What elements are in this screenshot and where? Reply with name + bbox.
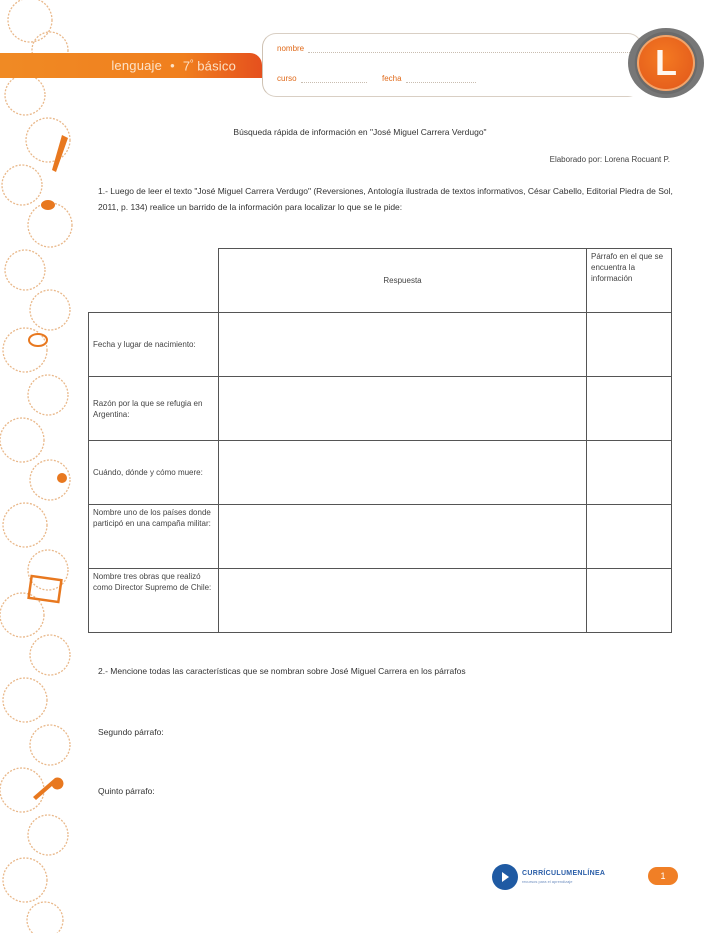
- decorative-swirl-border: [0, 0, 80, 933]
- name-line[interactable]: [308, 45, 648, 53]
- answer-cell[interactable]: [219, 505, 587, 569]
- answer-cell[interactable]: [219, 569, 587, 633]
- row-prompt: Nombre uno de los países donde participó en una campaña militar:: [89, 505, 219, 569]
- author-credit: Elaborado por: Lorena Rocuant P.: [549, 155, 670, 164]
- row-prompt: Fecha y lugar de nacimiento:: [89, 313, 219, 377]
- table-row: [89, 505, 672, 569]
- answer-cell[interactable]: [219, 377, 587, 441]
- paragraph-cell[interactable]: [587, 505, 672, 569]
- play-icon: [492, 864, 518, 890]
- table-row: [89, 313, 672, 377]
- date-field[interactable]: [382, 74, 476, 83]
- book-icon: [29, 576, 62, 602]
- paragraph-cell[interactable]: [587, 377, 672, 441]
- page-number: 1: [648, 867, 678, 885]
- paragraph-cell[interactable]: [587, 313, 672, 377]
- header-cell-empty: [89, 249, 219, 313]
- header-cell-paragraph: Párrafo en el que se encuentra la información: [587, 249, 672, 313]
- name-label: nombre: [277, 44, 305, 53]
- header-cell-answer: Respuesta: [219, 249, 587, 313]
- logo-text: CURRÍCULUMENLÍNEA: [522, 870, 606, 877]
- subject-label: lenguaje: [111, 58, 163, 73]
- course-line[interactable]: [301, 75, 367, 83]
- answer-cell[interactable]: [219, 313, 587, 377]
- date-line[interactable]: [406, 75, 476, 83]
- logo-subtext: recursos para el aprendizaje: [522, 879, 573, 884]
- information-table: [88, 248, 672, 633]
- row-prompt: Razón por la que se refugia en Argentina:: [89, 377, 219, 441]
- answer-cell[interactable]: [219, 441, 587, 505]
- course-field[interactable]: [277, 74, 367, 83]
- grade-label: $7^º$ básico: [182, 57, 236, 74]
- subject-banner: [0, 53, 262, 78]
- blob-icon: [41, 200, 55, 210]
- row-prompt: Cuándo, dónde y cómo muere:: [89, 441, 219, 505]
- paragraph-cell[interactable]: [587, 569, 672, 633]
- question-2: 2.- Mencione todas las características que se nombran sobre José Miguel Carrera en los párrafos: [98, 666, 466, 676]
- subject-badge: [628, 28, 704, 98]
- badge-letter: L: [637, 35, 695, 91]
- table-row: [89, 569, 672, 633]
- student-info-box: [262, 33, 642, 97]
- fifth-paragraph-label: Quinto párrafo:: [98, 786, 155, 796]
- document-title: Búsqueda rápida de información en "José Miguel Carrera Verdugo": [233, 127, 487, 137]
- curriculum-logo: [492, 864, 605, 890]
- table-row: [89, 377, 672, 441]
- microphone-icon: [33, 777, 63, 800]
- second-paragraph-label: Segundo párrafo:: [98, 727, 164, 737]
- course-label: curso: [277, 74, 297, 83]
- name-field[interactable]: [277, 44, 648, 53]
- table-row: [89, 441, 672, 505]
- paragraph-cell[interactable]: [587, 441, 672, 505]
- separator-dot: •: [170, 58, 175, 73]
- date-label: fecha: [382, 74, 402, 83]
- row-prompt: Nombre tres obras que realizó como Director Supremo de Chile:: [89, 569, 219, 633]
- question-1: 1.- Luego de leer el texto "José Miguel Carrera Verdugo" (Reversiones, Antología ilustrada de textos informativos, César Cabello, Editorial Piedra de Sol, 2011, p. 134) realice un barrido de la información para localizar lo que se le pide:: [98, 186, 673, 212]
- table-header-row: [89, 249, 672, 313]
